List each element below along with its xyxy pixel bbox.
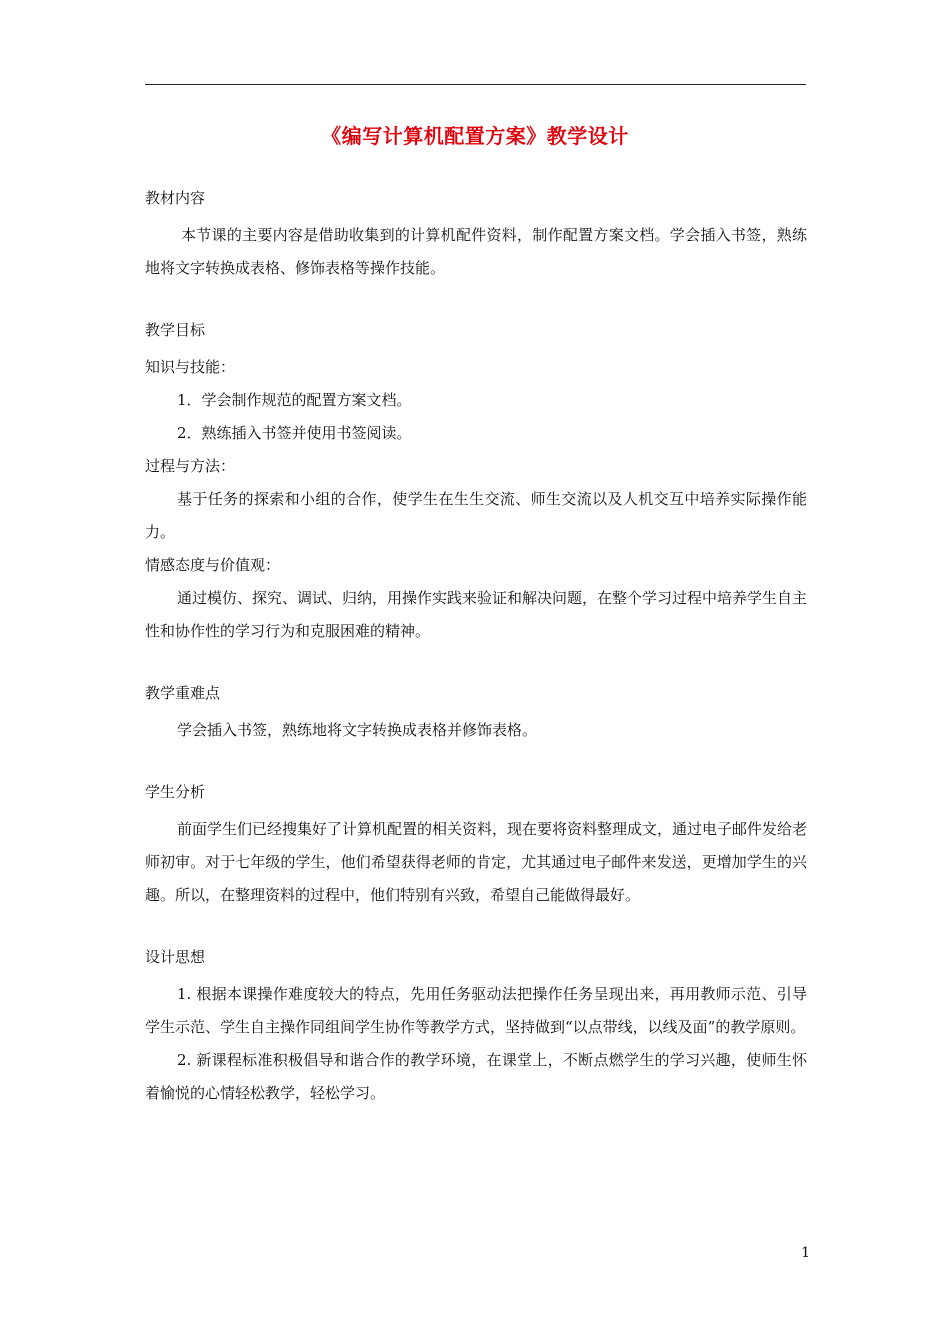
knowledge-item-1: 1．学会制作规范的配置方案文档。 xyxy=(177,391,412,409)
design-idea-point-1: 1. 根据本课操作难度较大的特点，先用任务驱动法把操作任务呈现出来，再用教师示范、引导学生示范、学生自主操作同组间学生协作等教学方式，坚持做到“以点带线，以线及面”的教学原则。 xyxy=(145,985,807,1036)
process-paragraph: 基于任务的探索和小组的合作，使学生在生生交流、师生交流以及人机交互中培养实际操作能力。 xyxy=(145,490,807,541)
knowledge-label: 知识与技能： xyxy=(145,358,236,376)
process-label: 过程与方法： xyxy=(145,457,236,475)
knowledge-item-2: 2．熟练插入书签并使用书签阅读。 xyxy=(177,424,412,442)
section-heading-design-idea: 设计思想 xyxy=(145,948,206,966)
student-analysis-paragraph: 前面学生们已经搜集好了计算机配置的相关资料，现在要将资料整理成文，通过电子邮件发给老师初审。对于七年级的学生，他们希望获得老师的肯定，尤其通过电子邮件来发送，更增加学生的兴趣。所以，在整理资料的过程中，他们特别有兴致，希望自己能做得最好。 xyxy=(145,820,808,904)
page-number: 1 xyxy=(801,1245,810,1261)
header-rule xyxy=(145,84,806,85)
document-body xyxy=(145,186,807,1110)
attitude-paragraph: 通过模仿、探究、调试、归纳，用操作实践来验证和解决问题，在整个学习过程中培养学生自主性和协作性的学习行为和克服困难的精神。 xyxy=(145,589,808,640)
document-title: 《编写计算机配置方案》教学设计 xyxy=(321,124,629,148)
key-points-paragraph: 学会插入书签，熟练地将文字转换成表格并修饰表格。 xyxy=(177,721,538,739)
section-heading-key-points: 教学重难点 xyxy=(145,684,221,702)
spacer xyxy=(145,285,807,318)
spacer xyxy=(145,648,807,681)
content-paragraph: 本节课的主要内容是借助收集到的计算机配件资料，制作配置方案文档。学会插入书签，熟练地将文字转换成表格、修饰表格等操作技能。 xyxy=(145,226,807,277)
attitude-label: 情感态度与价值观： xyxy=(145,556,281,574)
spacer xyxy=(145,747,807,780)
section-heading-content: 教材内容 xyxy=(145,189,206,207)
spacer xyxy=(145,912,807,945)
section-heading-objectives: 教学目标 xyxy=(145,321,206,339)
section-heading-student-analysis: 学生分析 xyxy=(145,783,206,801)
design-idea-point-2: 2. 新课程标准积极倡导和谐合作的教学环境，在课堂上，不断点燃学生的学习兴趣，使师生怀着愉悦的心情轻松教学，轻松学习。 xyxy=(145,1051,807,1102)
